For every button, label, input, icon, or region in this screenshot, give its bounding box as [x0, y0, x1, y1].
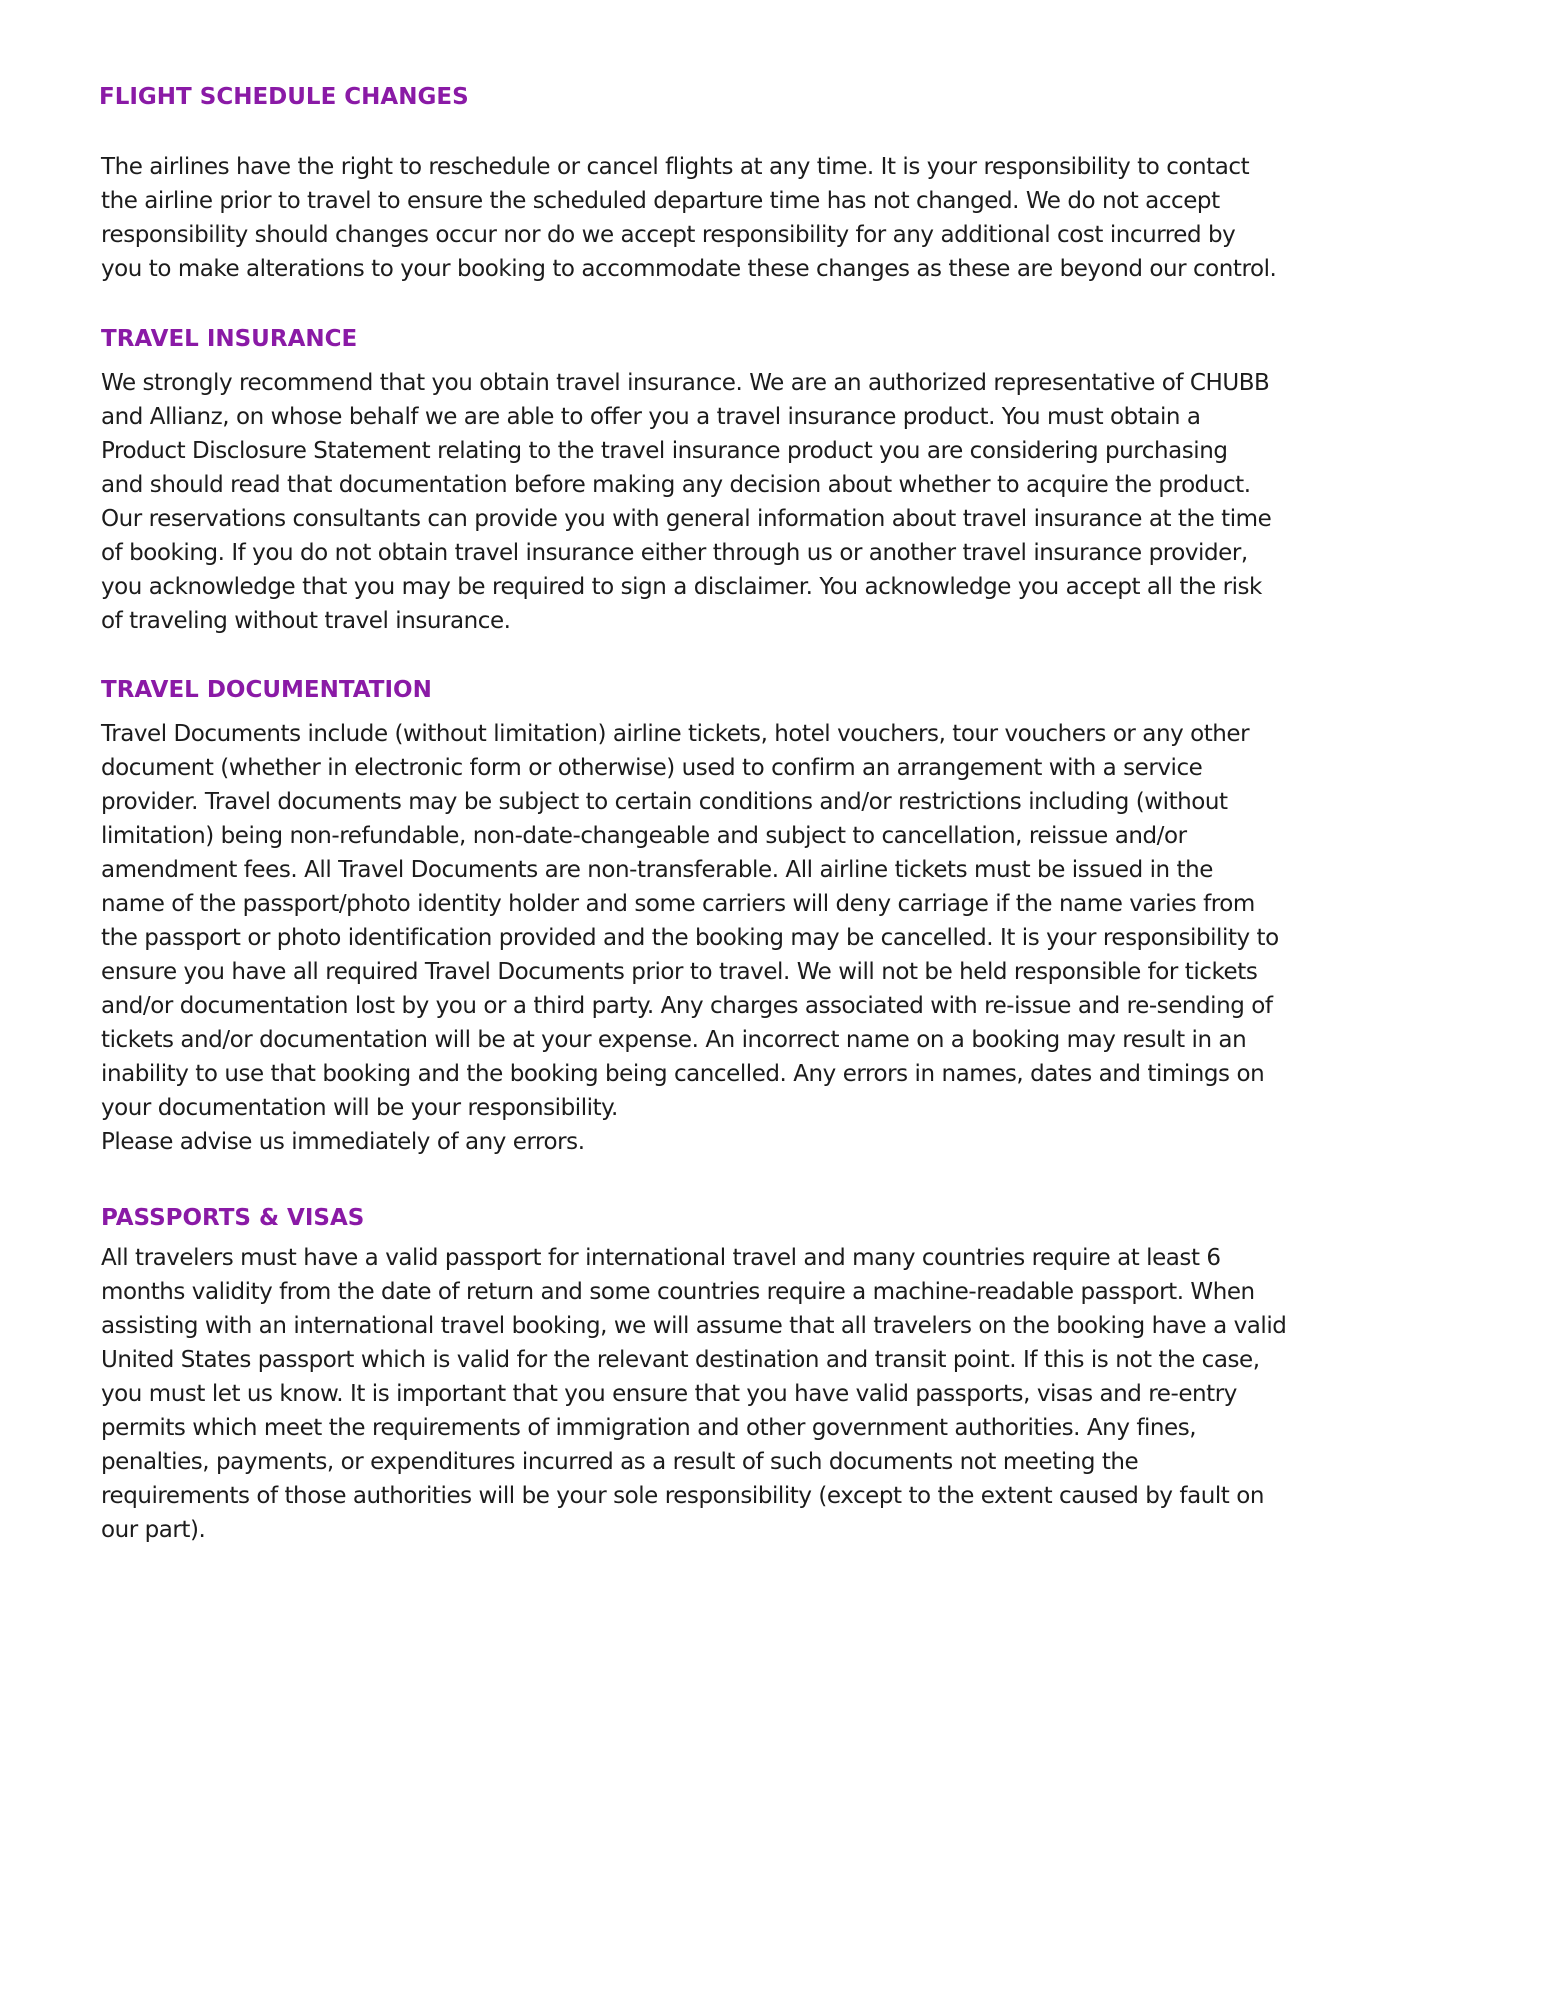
paragraph-line: you acknowledge that you may be required to sign a disclaimer. You acknowledge you accept all the risk [101, 574, 1262, 600]
paragraph-line: All travelers must have a valid passport for international travel and many countries require at least 6 [101, 1245, 1221, 1271]
paragraph-line: penalties, payments, or expenditures incurred as a result of such documents not meeting the [101, 1449, 1139, 1475]
paragraph-line: name of the passport/photo identity holder and some carriers will deny carriage if the name varies from [101, 891, 1255, 917]
paragraph-line: of booking. If you do not obtain travel insurance either through us or another travel insurance provider, [101, 540, 1248, 566]
section-paragraph [101, 717, 1451, 1159]
paragraph-line: and Allianz, on whose behalf we are able to offer you a travel insurance product. You must obtain a [101, 404, 1201, 430]
paragraph-line: responsibility should changes occur nor do we accept responsibility for any additional cost incurred by [101, 222, 1236, 248]
section-heading: TRAVEL DOCUMENTATION [101, 677, 432, 703]
section-paragraph [101, 366, 1451, 638]
paragraph-line: requirements of those authorities will be your sole responsibility (except to the extent caused by fault on [101, 1483, 1264, 1509]
paragraph-line: you must let us know. It is important that you ensure that you have valid passports, visas and re-entry [101, 1381, 1237, 1407]
paragraph-line: and should read that documentation before making any decision about whether to acquire the product. [101, 472, 1251, 498]
paragraph-line: United States passport which is valid for the relevant destination and transit point. If this is not the case, [101, 1347, 1260, 1373]
section-flight-schedule-changes [101, 82, 1451, 286]
paragraph-line: inability to use that booking and the booking being cancelled. Any errors in names, dates and timings on [101, 1061, 1265, 1087]
paragraph-line: our part). [101, 1517, 206, 1543]
paragraph-line: document (whether in electronic form or otherwise) used to confirm an arrangement with a service [101, 755, 1203, 781]
paragraph-line: limitation) being non-refundable, non-date-changeable and subject to cancellation, reissue and/or [101, 823, 1187, 849]
paragraph-line: ensure you have all required Travel Documents prior to travel. We will not be held responsible for tickets [101, 959, 1258, 985]
paragraph-line: you to make alterations to your booking to accommodate these changes as these are beyond our control. [101, 256, 1277, 282]
section-passports-visas [101, 1203, 1451, 1547]
section-travel-documentation [101, 675, 1451, 1159]
paragraph-line: assisting with an international travel booking, we will assume that all travelers on the booking have a valid [101, 1313, 1287, 1339]
paragraph-line: the airline prior to travel to ensure the scheduled departure time has not changed. We do not accept [101, 188, 1220, 214]
paragraph-line: amendment fees. All Travel Documents are non-transferable. All airline tickets must be issued in the [101, 857, 1213, 883]
paragraph-line: provider. Travel documents may be subject to certain conditions and/or restrictions including (without [101, 789, 1228, 815]
paragraph-line: Our reservations consultants can provide you with general information about travel insurance at the time [101, 506, 1272, 532]
paragraph-line: months validity from the date of return and some countries require a machine-readable passport. When [101, 1279, 1255, 1305]
section-paragraph [101, 150, 1451, 286]
section-travel-insurance [101, 324, 1451, 638]
section-heading: TRAVEL INSURANCE [101, 326, 358, 352]
section-paragraph [101, 1241, 1451, 1547]
paragraph-line: the passport or photo identification provided and the booking may be cancelled. It is your responsibility to [101, 925, 1279, 951]
paragraph-line: tickets and/or documentation will be at your expense. An incorrect name on a booking may result in an [101, 1027, 1247, 1053]
paragraph-line: We strongly recommend that you obtain travel insurance. We are an authorized representative of CHUBB [101, 370, 1270, 396]
paragraph-line: permits which meet the requirements of immigration and other government authorities. Any fines, [101, 1415, 1197, 1441]
paragraph-line: and/or documentation lost by you or a third party. Any charges associated with re-issue and re-sending of [101, 993, 1273, 1019]
paragraph-line: Please advise us immediately of any errors. [101, 1129, 585, 1155]
paragraph-line: Product Disclosure Statement relating to the travel insurance product you are considering purchasing [101, 438, 1228, 464]
paragraph-line: The airlines have the right to reschedule or cancel flights at any time. It is your responsibility to contact [101, 154, 1250, 180]
section-heading: PASSPORTS & VISAS [101, 1205, 365, 1231]
section-heading: FLIGHT SCHEDULE CHANGES [99, 84, 469, 110]
paragraph-line: your documentation will be your responsibility. [101, 1095, 618, 1121]
paragraph-line: Travel Documents include (without limitation) airline tickets, hotel vouchers, tour vouchers or any other [101, 721, 1250, 747]
paragraph-line: of traveling without travel insurance. [101, 608, 511, 634]
